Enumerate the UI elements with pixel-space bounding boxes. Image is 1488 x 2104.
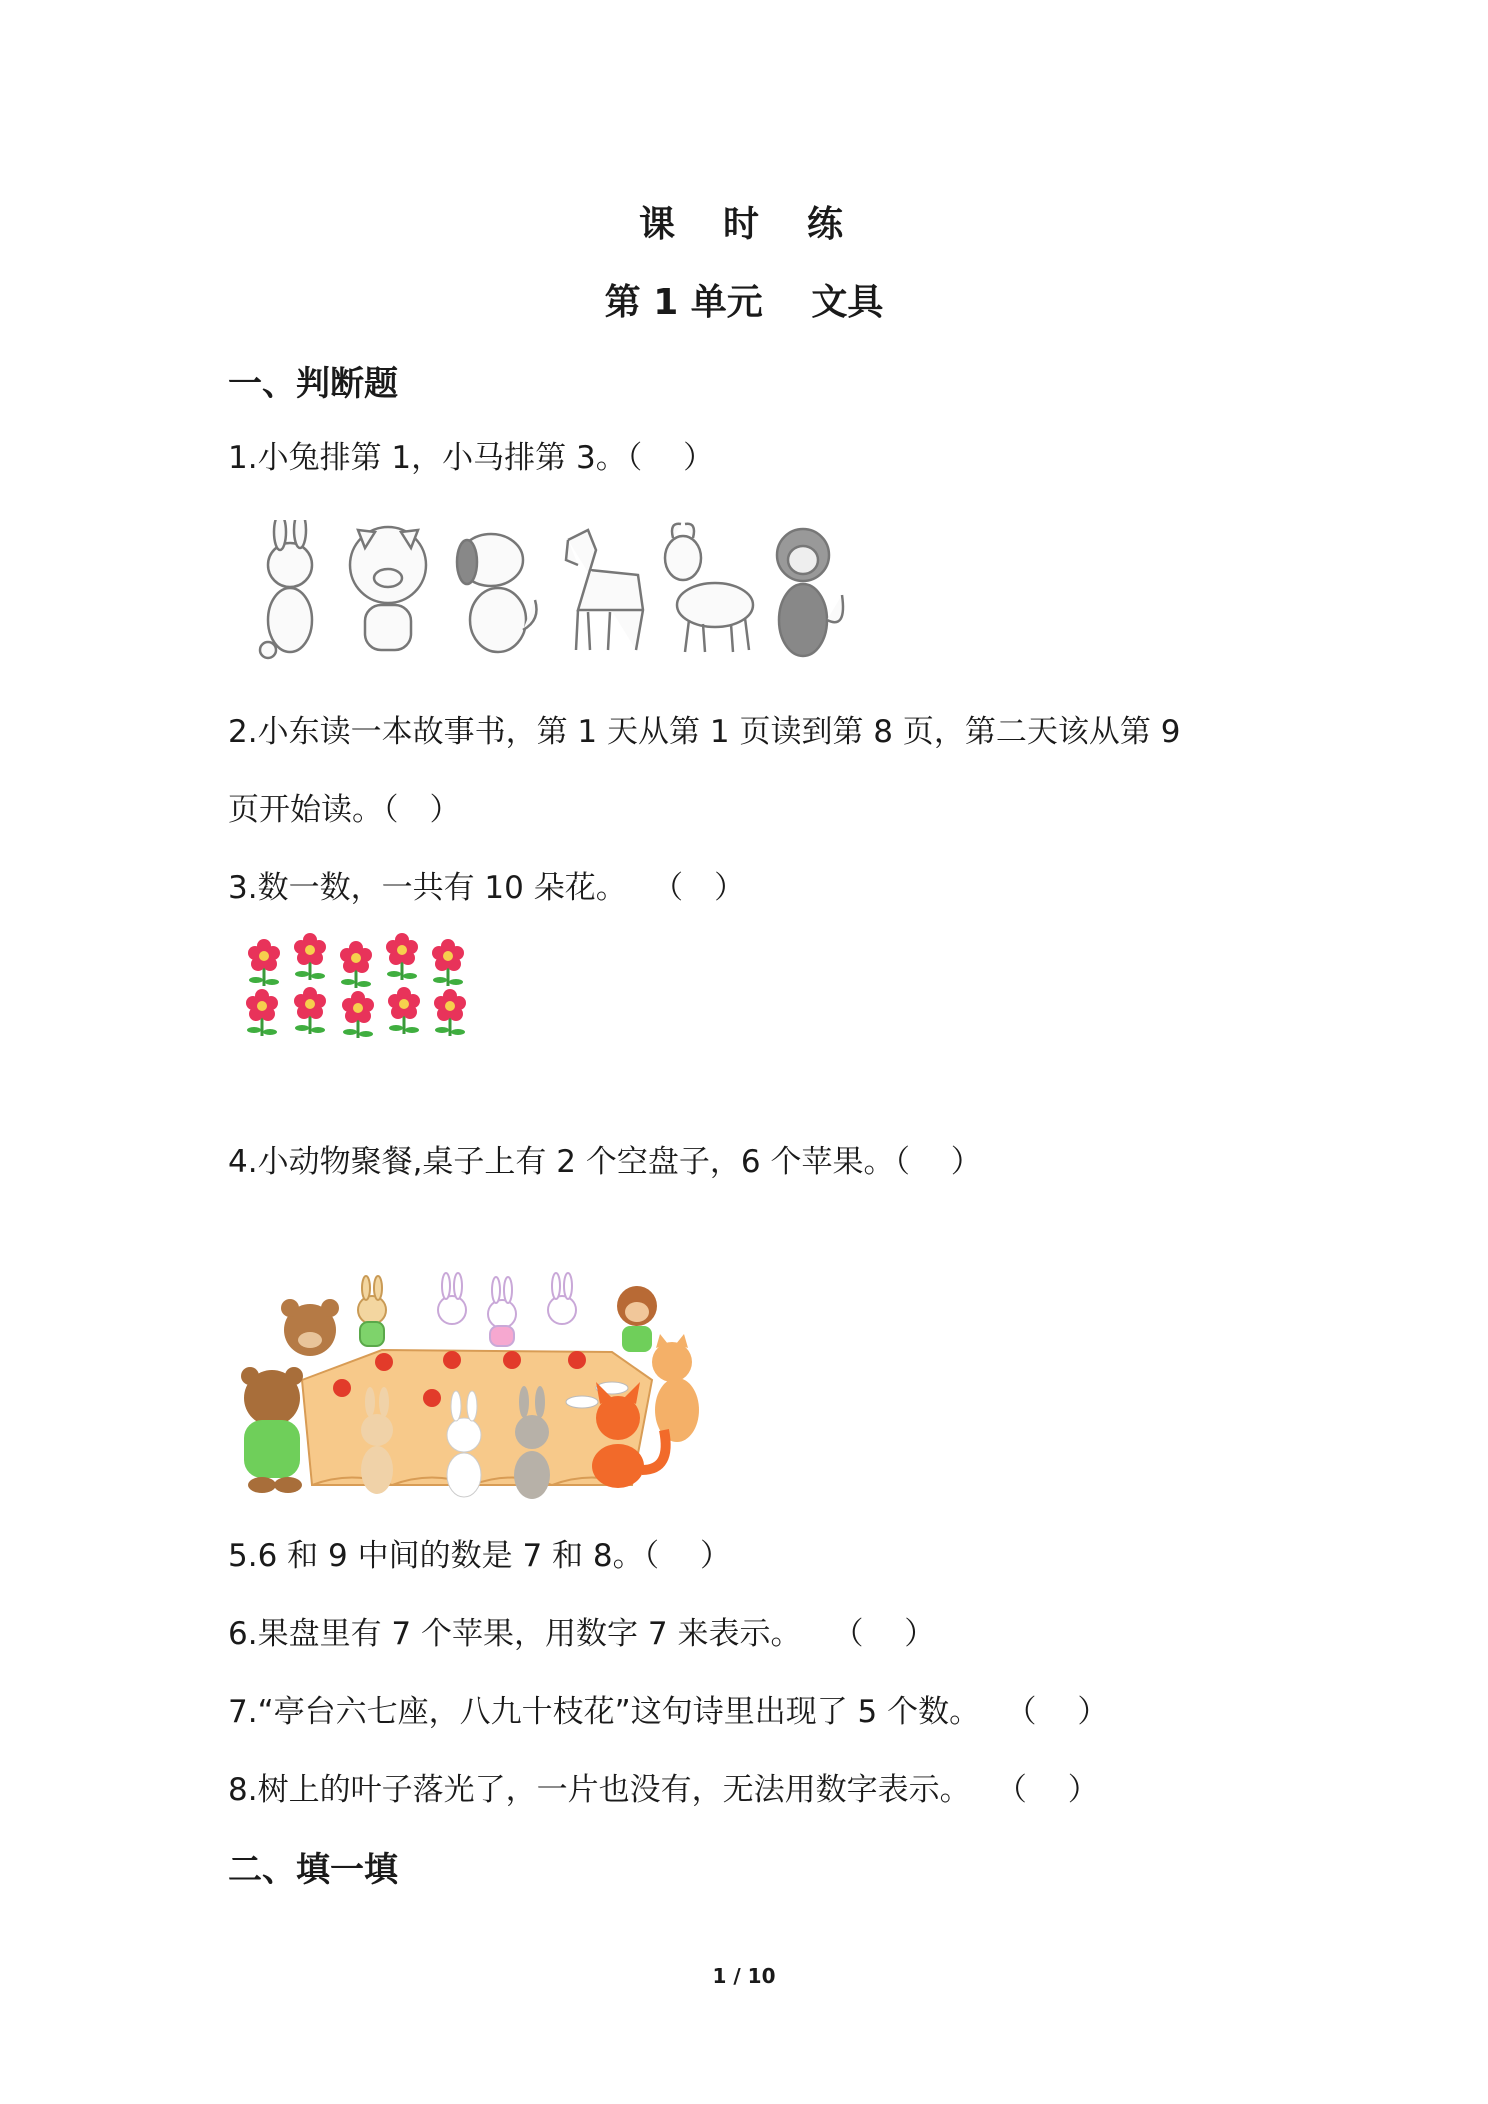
pig-icon	[350, 527, 426, 650]
flowers-picture	[238, 928, 482, 1038]
question-2-continued: 页开始读。（ ）	[228, 792, 461, 828]
rabbit-icon	[438, 1273, 466, 1324]
horse-icon	[566, 530, 643, 650]
flower-icon	[248, 939, 280, 986]
flower-icon	[246, 989, 278, 1036]
page-title: 课 时 练	[638, 204, 849, 245]
unit-title: 第 1 单元 文具	[604, 282, 884, 323]
flower-icon	[294, 987, 326, 1034]
section-heading-fill-in: 二、填一填	[228, 1850, 398, 1890]
flower-icon	[432, 939, 464, 986]
apple-icon	[568, 1351, 586, 1369]
question-4: 4.小动物聚餐,桌子上有 2 个空盘子，6 个苹果。（ ）	[228, 1144, 982, 1180]
cat-icon	[652, 1334, 699, 1442]
bear-icon	[241, 1367, 303, 1493]
question-1: 1.小兔排第 1，小马排第 3。（ ）	[228, 440, 715, 476]
flower-icon	[294, 933, 326, 980]
question-5: 5.6 和 9 中间的数是 7 和 8。（ ）	[228, 1538, 731, 1574]
rabbit-icon	[548, 1273, 576, 1324]
question-8: 8.树上的叶子落光了，一片也没有，无法用数字表示。 （ ）	[228, 1772, 1099, 1808]
question-6: 6.果盘里有 7 个苹果，用数字 7 来表示。 （ ）	[228, 1616, 936, 1652]
apple-icon	[503, 1351, 521, 1369]
flower-icon	[342, 991, 374, 1038]
animal-dinner-picture	[232, 1270, 722, 1510]
rabbit-icon	[260, 520, 312, 658]
question-3: 3.数一数，一共有 10 朵花。 （ ）	[228, 870, 746, 906]
bear-icon	[281, 1299, 339, 1356]
question-2: 2.小东读一本故事书，第 1 天从第 1 页读到第 8 页，第二天该从第 9	[228, 714, 1181, 750]
question-7: 7.“亭台六七座，八九十枝花”这句诗里出现了 5 个数。 （ ）	[228, 1694, 1109, 1730]
plate-icon	[566, 1396, 598, 1408]
flower-icon	[340, 941, 372, 988]
apple-icon	[375, 1353, 393, 1371]
section-heading-judgement: 一、判断题	[228, 364, 398, 404]
monkey-icon	[617, 1286, 657, 1352]
page-number: 1 / 10	[712, 1964, 776, 1988]
dog-icon	[457, 534, 537, 652]
apple-icon	[443, 1351, 461, 1369]
flower-icon	[388, 987, 420, 1034]
flower-icon	[434, 989, 466, 1036]
rabbit-icon	[358, 1276, 386, 1346]
animals-in-line-picture	[248, 520, 858, 670]
goat-icon	[665, 524, 753, 652]
apple-icon	[423, 1389, 441, 1407]
rabbit-icon	[488, 1277, 516, 1346]
monkey-icon	[777, 529, 843, 656]
apple-icon	[333, 1379, 351, 1397]
flower-icon	[386, 933, 418, 980]
